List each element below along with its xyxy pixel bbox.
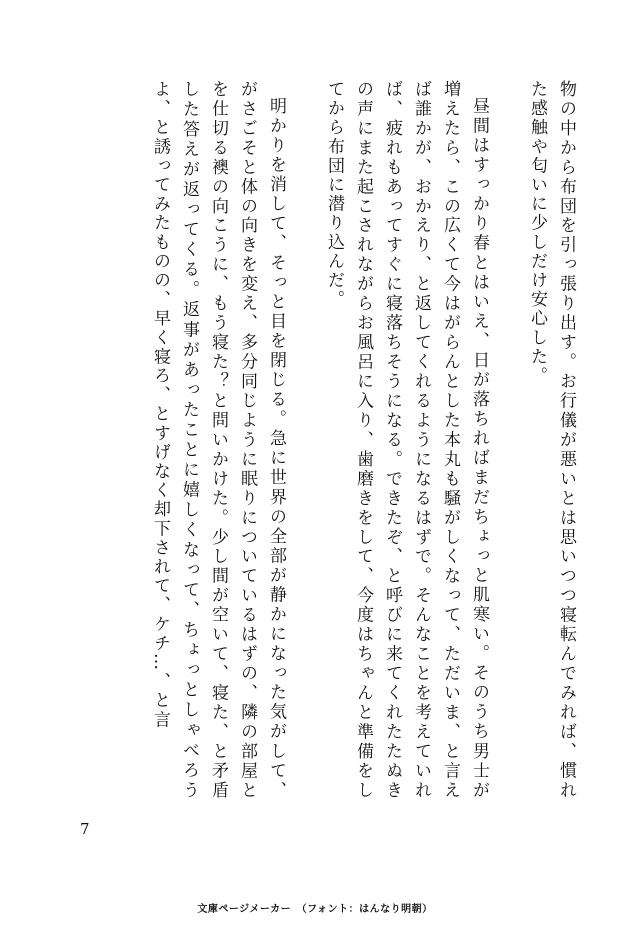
footer-credit: 文庫ページメーカー （フォント：はんなり明朝）: [197, 904, 433, 915]
paragraph: 明かりを消して、そっと目を閉じる。急に世界の全部が静かになった気がして、がさごそと体の向きを変え、多分同じように眠りについているはずの、隣の部屋とを仕切る襖の向こうに、もう寝た？と問いかけた。少し間が空いて、寝た、と矛盾した答えが返ってくる。返事があったことに嬉しくなって、ちょっとしゃべろうよ、と誘ってみたものの、早く寝ろ、とすげなく却下されて、ケチ…、と言: [150, 80, 286, 800]
paragraph: 昼間はすっかり春とはいえ、日が落ちればまだちょっと肌寒い。そのうち男士が増えたら、この広くて今はがらんとした本丸も騒がしくなって、ただいま、と言えば誰かが、おかえり、と返してくれるようになるはずで。そんなことを考えていれば、疲れもあってすぐに寝落ちそうになる。できたぞ、と呼びに来てくれたたぬきの声にまた起こされながらお風呂に入り、歯磨きをして、今度はちゃんと準備をしてから布団に潜り込んだ。: [324, 80, 489, 800]
page-number: 7: [80, 820, 90, 838]
blank-line: [290, 80, 319, 800]
paragraph: 物の中から布団を引っ張り出す。お行儀が悪いとは思いつつ寝転んでみれば、慣れた感触や匂いに少しだけ安心した。: [527, 80, 576, 800]
blank-line: [493, 80, 522, 800]
vertical-text-body: [145, 80, 580, 800]
